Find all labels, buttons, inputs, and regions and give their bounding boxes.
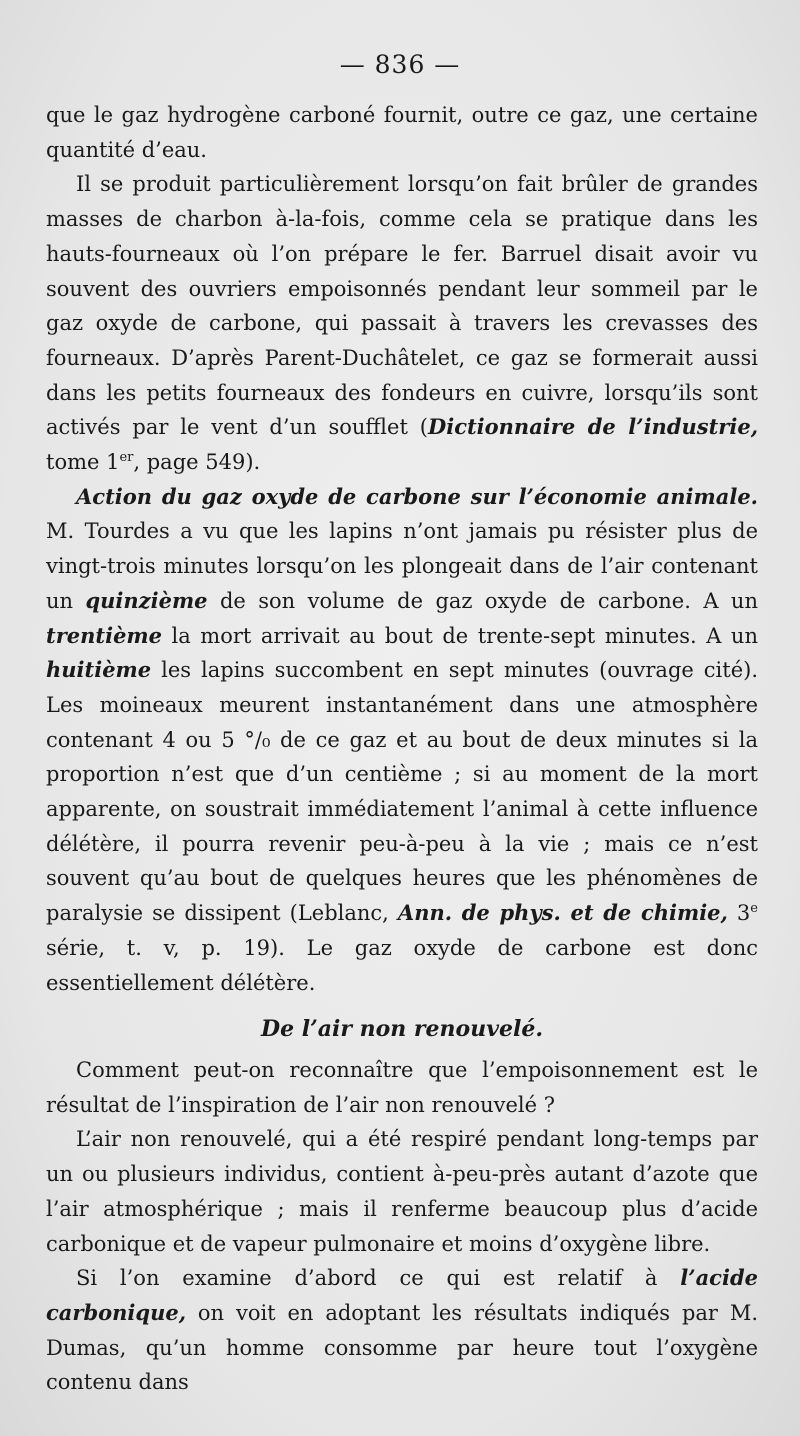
paragraph-acide-text-2: on voit en adoptant les résultats indiqués par M. Dumas, qu’un homme consomme par heure tout l’oxygène contenu dans xyxy=(46,1300,758,1395)
paragraph-air: L’air non renouvelé, qui a été respiré pendant long-temps par un ou plusieurs individus, contient à-peu-près autant d’azote que l’air atmosphérique ; mais il renferme beaucoup plus d’acide carbonique et de vapeur pulmonaire et moins d’oxygène libre. xyxy=(46,1127,758,1256)
reference-title: Dictionnaire de l’industrie, xyxy=(428,414,759,440)
section-run-in-title: Action du gaz oxyde de carbone sur l’économie animale. xyxy=(76,483,758,509)
page-number: — 836 — xyxy=(339,50,461,79)
body-text xyxy=(46,98,758,1400)
paragraph-production-text: Il se produit particulièrement lorsqu’on fait brûler de grandes masses de charbon à-la-fois, comme cela se pratique dans les hauts-fourneaux où l’on prépare le fer. Barruel disait avoir vu souvent des ouvriers empoisonnés pendant leur sommeil par le gaz oxyde de carbone, qui passait à travers les crevasses des fourneaux. D’après Parent-Duchâtelet, ce gaz se formerait aussi dans les petits fourneaux des fondeurs en cuivre, lorsqu’ils sont activés par le vent d’un soufflet ( xyxy=(46,172,758,440)
reference-superscript: er xyxy=(119,450,134,466)
paragraph-action-text-4: les lapins succombent en sept minutes (ouvrage cité). Les moineaux meurent instantanément dans une atmosphère contenant 4 ou 5 °/₀ de ce gaz et au bout de deux minutes si la proportion n’est que d’un centième ; si au moment de la mort apparente, on soustrait immédiatement l’animal à cette influence délétère, il pourra revenir peu-à-peu à la vie ; mais ce n’est souvent qu’au bout de quelques heures que les phénomènes de paralysie se dissipent (Leblanc, xyxy=(46,658,758,926)
series-superscript: e xyxy=(750,901,758,917)
citation-annales: Ann. de phys. et de chimie, xyxy=(397,900,728,926)
emphasis-trentieme: trentième xyxy=(46,622,163,648)
paragraph-action-text-5: 3 xyxy=(727,901,751,926)
paragraph-action xyxy=(46,480,758,1001)
emphasis-acide-carbonique: l’acide carbonique, xyxy=(46,1265,758,1325)
paragraph-action-text-6: série, t. v, p. 19). Le gaz oxyde de carbone est donc essentiellement délétère. xyxy=(46,935,758,995)
paragraph-acide-text-1: Si l’on examine d’abord ce qui est relatif à xyxy=(76,1266,681,1291)
paragraph-question: Comment peut-on reconnaître que l’empoisonnement est le résultat de l’inspiration de l’air non renouvelé ? xyxy=(46,1057,758,1117)
reference-volume: tome 1 xyxy=(46,450,120,475)
emphasis-huitieme: huitième xyxy=(46,657,152,683)
section-heading: De l’air non renouvelé. xyxy=(261,1016,543,1043)
paragraph-continuation: que le gaz hydrogène carboné fournit, outre ce gaz, une certaine quantité d’eau. xyxy=(46,103,758,162)
paragraph-production xyxy=(46,167,758,479)
reference-page: , page 549). xyxy=(133,450,261,475)
paragraph-action-text-3: la mort arrivait au bout de trente-sept minutes. A un xyxy=(162,623,758,648)
paragraph-action-text-1: M. Tourdes a vu que les lapins n’ont jamais pu résister plus de vingt-trois minutes lorsqu’on les plongeait dans de l’air contenant un xyxy=(46,519,758,613)
emphasis-quinzieme: quinzième xyxy=(85,587,208,613)
paragraph-acide xyxy=(46,1261,758,1400)
paragraph-action-text-2: de son volume de gaz oxyde de carbone. A un xyxy=(207,588,758,613)
